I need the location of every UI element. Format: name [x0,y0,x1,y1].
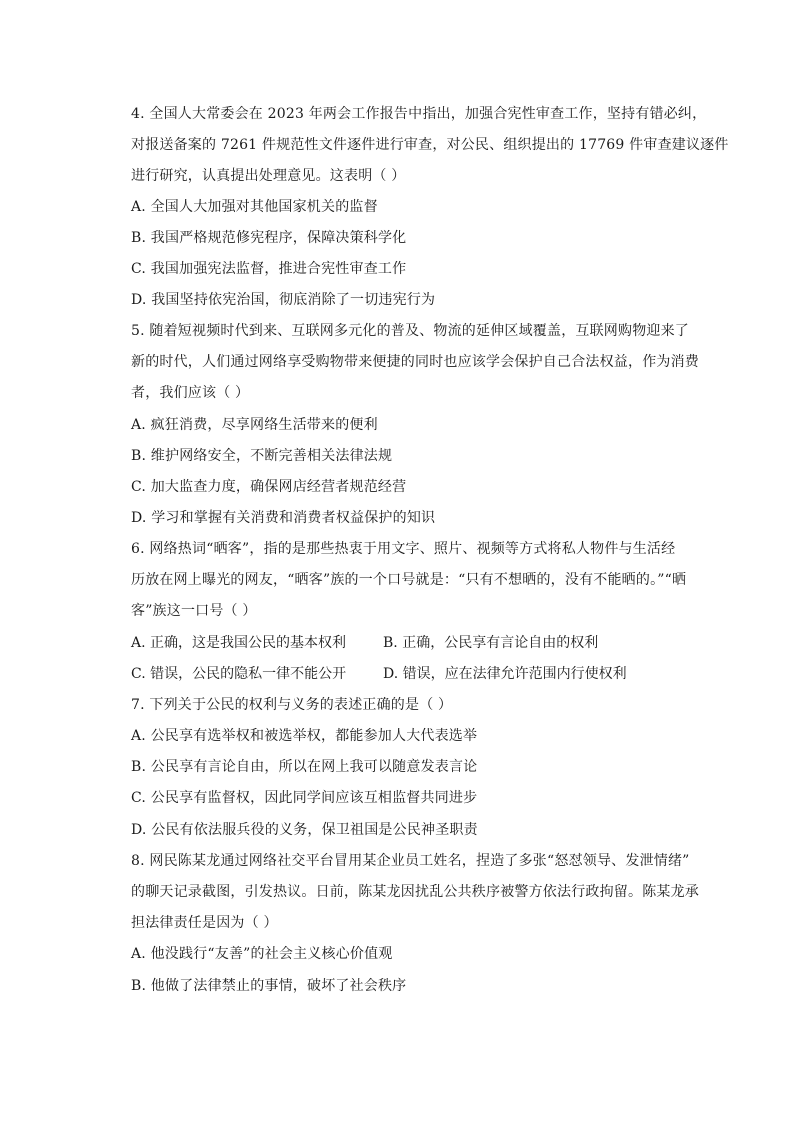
q7-option-d: D. 公民有依法服兵役的义务，保卫祖国是公民神圣职责 [131,822,478,838]
q6-option-b: B. 正确，公民享有言论自由的权利 [383,635,599,651]
q8-option-b: B. 他做了法律禁止的事情，破坏了社会秩序 [131,978,407,994]
q4-stem-line-1: 4. 全国人大常委会在 2023 年两会工作报告中指出，加强合宪性审查工作，坚持有错必纠， [131,106,707,122]
q5-stem-line-2: 新的时代，人们通过网络享受购物带来便捷的同时也应该学会保护自己合法权益，作为消费 [131,354,699,370]
q8-option-a: A. 他没践行“友善”的社会主义核心价值观 [131,946,393,962]
q8-stem-line-2: 的聊天记录截图，引发热议。日前，陈某龙因扰乱公共秩序被警方依法行政拘留。陈某龙承 [131,884,699,900]
q5-option-a: A. 疯狂消费，尽享网络生活带来的便利 [131,417,378,433]
q7-option-a: A. 公民享有选举权和被选举权，都能参加人大代表选举 [131,728,478,744]
q7-option-b: B. 公民享有言论自由，所以在网上我可以随意发表言论 [131,759,478,775]
q6-option-d: D. 错误，应在法律允许范围内行使权利 [383,666,627,682]
q4-stem-line-3: 进行研究，认真提出处理意见。这表明（ ） [131,168,406,184]
q6-stem-line-1: 6. 网络热词“晒客”，指的是那些热衷于用文字、照片、视频等方式将私人物件与生活经 [131,541,676,557]
q6-option-a: A. 正确，这是我国公民的基本权利 [131,635,347,651]
q4-option-d: D. 我国坚持依宪治国，彻底消除了一切违宪行为 [131,292,436,308]
q5-option-b: B. 维护网络安全，不断完善相关法律法规 [131,448,393,464]
q4-option-b: B. 我国严格规范修宪程序，保障决策科学化 [131,230,407,246]
q4-stem-line-2: 对报送备案的 7261 件规范性文件逐件进行审查，对公民、组织提出的 17769 件审查建议逐件 [131,137,729,153]
q6-stem-line-2: 历放在网上曝光的网友，“晒客”族的一个口号就是：“只有不想晒的，没有不能晒的。”“晒 [131,572,687,588]
q5-stem-line-3: 者，我们应该（ ） [131,385,250,401]
q5-option-c: C. 加大监查力度，确保网店经营者规范经营 [131,479,407,495]
q8-stem-line-1: 8. 网民陈某龙通过网络社交平台冒用某企业员工姓名，捏造了多张“怒怼领导、发泄情绪” [131,853,690,869]
q7-stem-line-1: 7. 下列关于公民的权利与义务的表述正确的是（ ） [131,697,453,713]
q4-option-a: A. 全国人大加强对其他国家机关的监督 [131,199,378,215]
q6-option-c: C. 错误，公民的隐私一律不能公开 [131,666,347,682]
q5-stem-line-1: 5. 随着短视频时代到来、互联网多元化的普及、物流的延伸区域覆盖，互联网购物迎来了 [131,323,690,339]
q8-stem-line-3: 担法律责任是因为（ ） [131,915,278,931]
q6-stem-line-3: 客”族这一口号（ ） [131,603,257,619]
q5-option-d: D. 学习和掌握有关消费和消费者权益保护的知识 [131,510,436,526]
q7-option-c: C. 公民享有监督权，因此同学间应该互相监督共同进步 [131,790,478,806]
q4-option-c: C. 我国加强宪法监督，推进合宪性审查工作 [131,261,407,277]
